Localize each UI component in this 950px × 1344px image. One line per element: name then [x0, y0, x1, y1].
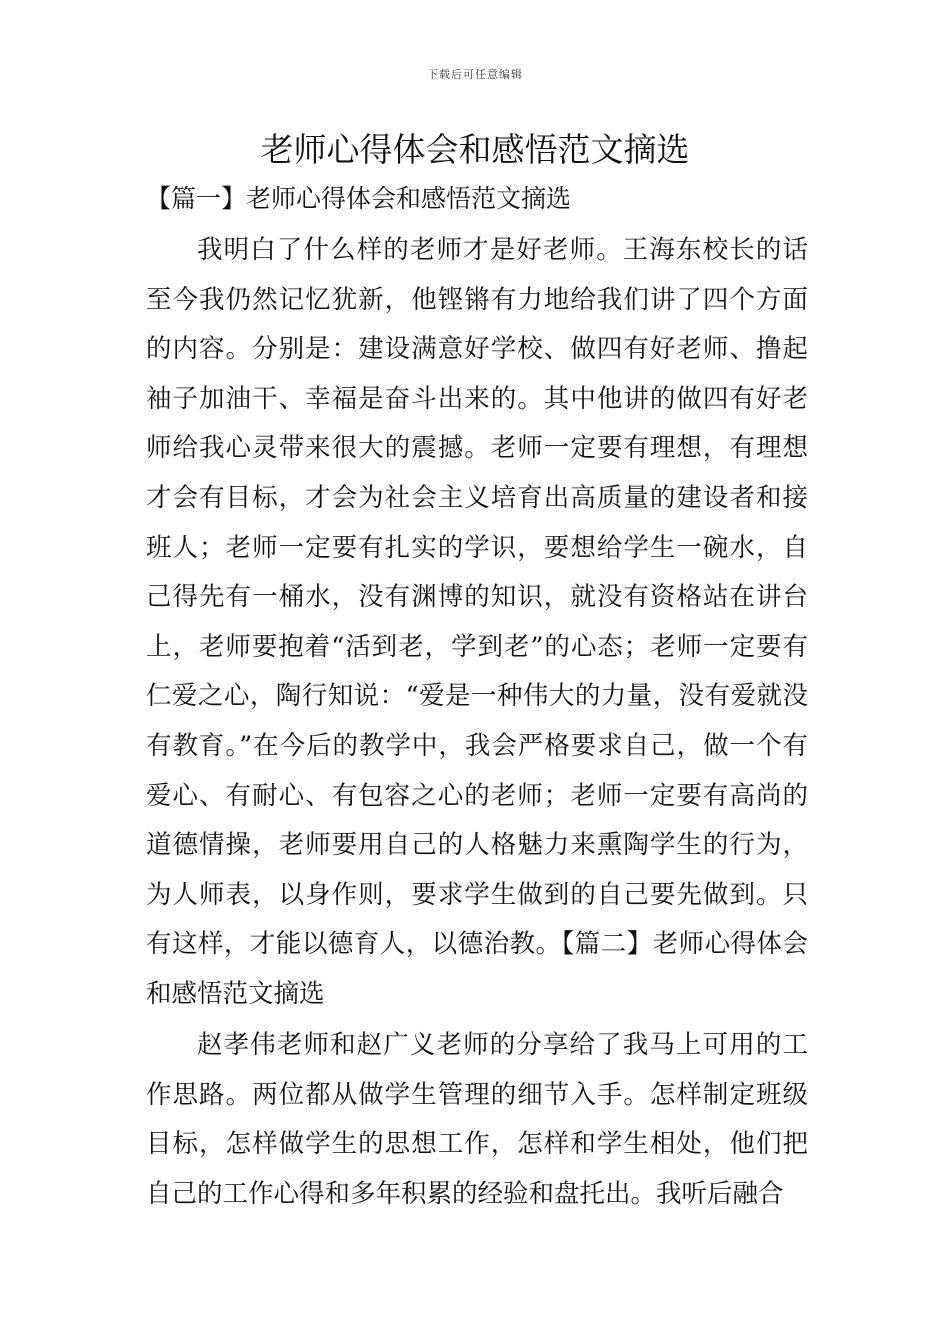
document-title: 老师心得体会和感悟范文摘选: [260, 130, 690, 169]
body-paragraph: 赵孝伟老师和赵广义老师的分享给了我马上可用的工作思路。两位都从做学生管理的细节入手。怎样制定班级目标，怎样做学生的思想工作，怎样和学生相处，他们把自己的工作心得和多年积累的经验和盘托出。我听后融合: [146, 1030, 808, 1209]
body-paragraph: 我明白了什么样的老师才是好老师。王海东校长的话至今我仍然记忆犹新，他铿锵有力地给我们讲了四个方面的内容。分别是：建设满意好学校、做四有好老师、撸起袖子加油干、幸福是奋斗出来的。其中他讲的做四有好老师给我心灵带来很大的震撼。老师一定要有理想，有理想才会有目标，才会为社会主义培育出高质量的建设者和接班人；老师一定要有扎实的学识，要想给学生一碗水，自己得先有一桶水，没有渊博的知识，就没有资格站在讲台上，老师要抱着“活到老，学到老”的心态；老师一定要有仁爱之心，陶行知说：“爱是一种伟大的力量，没有爱就没有教育。”在今后的教学中，我会严格要求自己，做一个有爱心、有耐心、有包容之心的老师；老师一定要有高尚的道德情操，老师要用自己的人格魅力来熏陶学生的行为，为人师表，以身作则，要求学生做到的自己要先做到。只有这样，才能以德育人，以德治教。【篇二】老师心得体会和感悟范文摘选: [146, 235, 808, 1009]
section-heading: 【篇一】老师心得体会和感悟范文摘选: [146, 184, 572, 213]
header-note: 下载后可任意编辑: [427, 68, 523, 81]
